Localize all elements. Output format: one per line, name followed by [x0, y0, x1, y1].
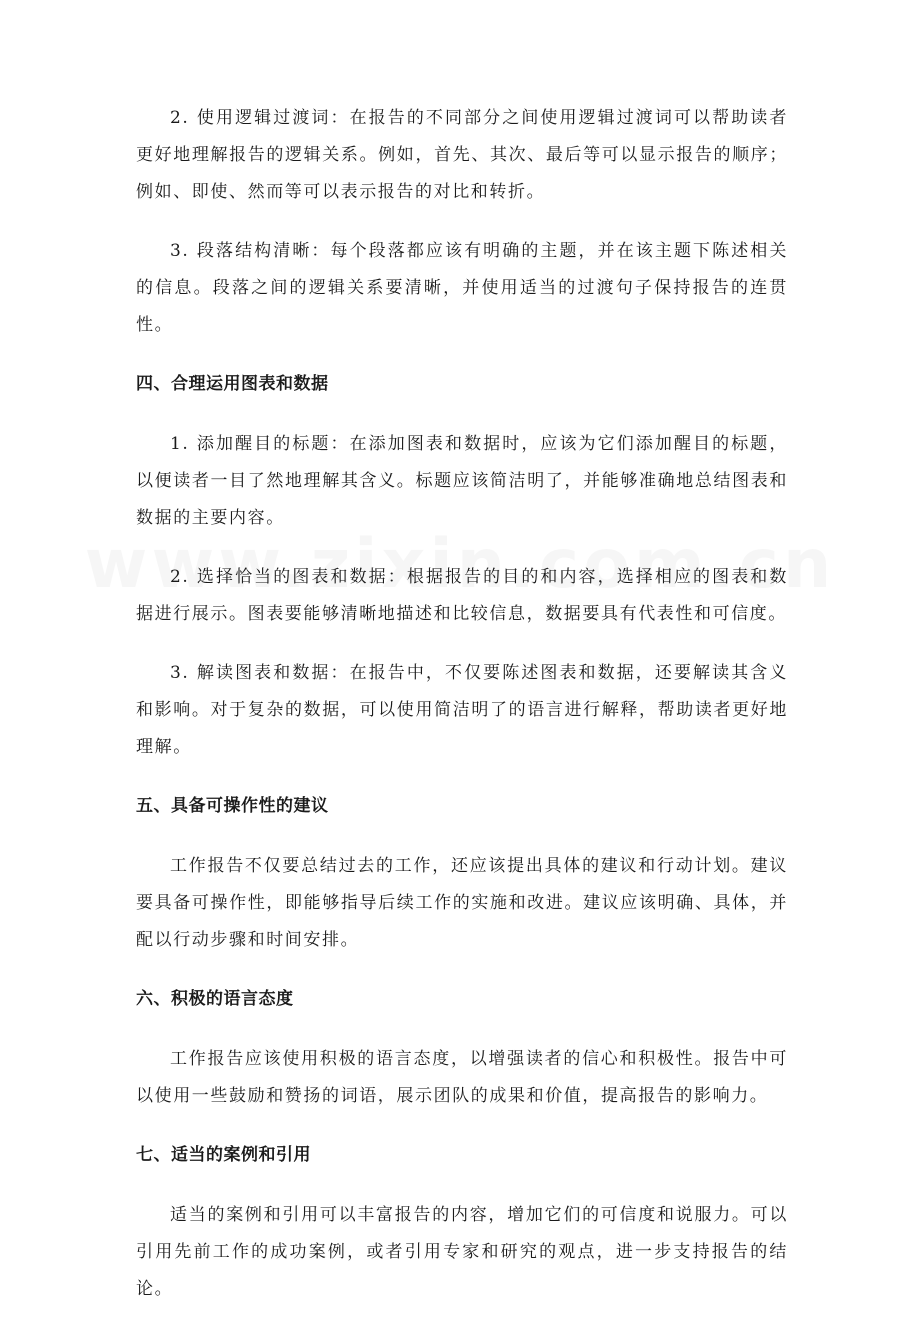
paragraph-interpret-charts: 3. 解读图表和数据：在报告中，不仅要陈述图表和数据，还要解读其含义和影响。对于复杂的数据，可以使用简洁明了的语言进行解释，帮助读者更好地理解。: [136, 663, 788, 757]
paragraph-cases: 适当的案例和引用可以丰富报告的内容，增加它们的可信度和说服力。可以引用先前工作的成功案例，或者引用专家和研究的观点，进一步支持报告的结论。: [136, 1205, 788, 1299]
section-heading-suggestions: 五、具备可操作性的建议: [136, 796, 329, 816]
paragraph-choose-charts: 2. 选择恰当的图表和数据：根据报告的目的和内容，选择相应的图表和数据进行展示。图表要能够清晰地描述和比较信息，数据要具有代表性和可信度。: [136, 567, 788, 624]
section-heading-attitude: 六、积极的语言态度: [136, 989, 294, 1009]
paragraph-suggestions: 工作报告不仅要总结过去的工作，还应该提出具体的建议和行动计划。建议要具备可操作性，即能够指导后续工作的实施和改进。建议应该明确、具体，并配以行动步骤和时间安排。: [136, 856, 788, 950]
document-body: [136, 100, 788, 1330]
paragraph-structure: 3. 段落结构清晰：每个段落都应该有明确的主题，并在该主题下陈述相关的信息。段落之间的逻辑关系要清晰，并使用适当的过渡句子保持报告的连贯性。: [136, 241, 788, 335]
paragraph-attitude: 工作报告应该使用积极的语言态度，以增强读者的信心和积极性。报告中可以使用一些鼓励和赞扬的词语，展示团队的成果和价值，提高报告的影响力。: [136, 1049, 788, 1106]
paragraph-transition-words: 2. 使用逻辑过渡词：在报告的不同部分之间使用逻辑过渡词可以帮助读者更好地理解报告的逻辑关系。例如，首先、其次、最后等可以显示报告的顺序；例如、即使、然而等可以表示报告的对比和转折。: [136, 108, 788, 202]
section-heading-cases: 七、适当的案例和引用: [136, 1145, 311, 1165]
section-heading-charts: 四、合理运用图表和数据: [136, 374, 329, 394]
paragraph-add-titles: 1. 添加醒目的标题：在添加图表和数据时，应该为它们添加醒目的标题，以便读者一目了然地理解其含义。标题应该简洁明了，并能够准确地总结图表和数据的主要内容。: [136, 434, 788, 528]
